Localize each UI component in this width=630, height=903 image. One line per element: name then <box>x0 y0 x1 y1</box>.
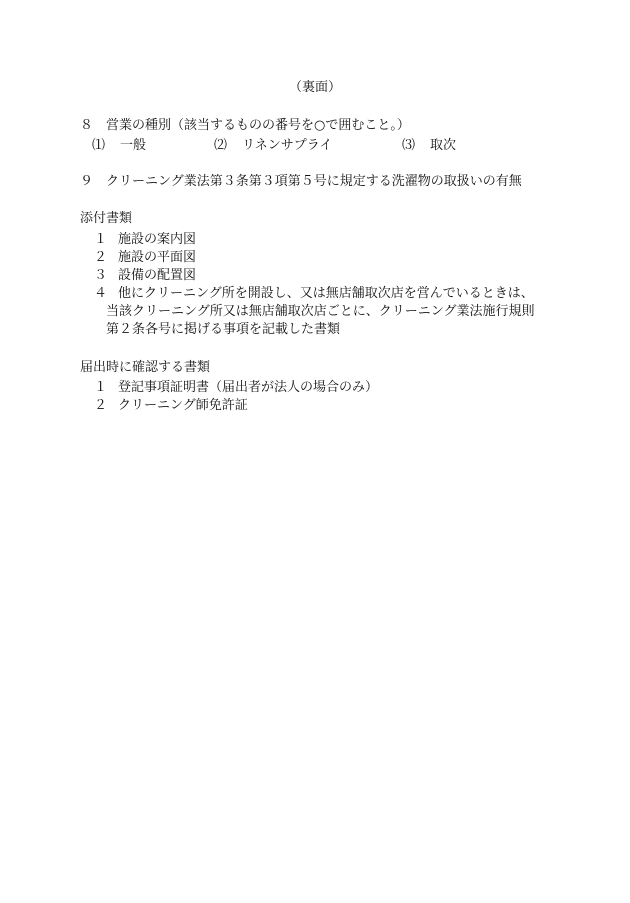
option-2-label: リネンサプライ <box>242 138 333 153</box>
attachments-heading: 添付書類 <box>80 211 133 226</box>
attachment-item-3 <box>94 268 196 284</box>
attachment-1-number: １ <box>94 232 108 247</box>
attachment-item-4 <box>94 286 534 302</box>
confirm-item-2 <box>94 398 248 414</box>
confirm-2-number: ２ <box>94 398 108 413</box>
item-8-label: 営業の種別（該当するものの番号を○で囲むこと。） <box>106 118 410 133</box>
attachment-3-number: ３ <box>94 268 108 283</box>
confirm-item-1 <box>94 380 378 396</box>
attachment-4-number: ４ <box>94 286 108 301</box>
attachment-2-text: 施設の平面図 <box>118 250 197 265</box>
attachment-item-1 <box>94 232 196 248</box>
item-8-option-2 <box>214 138 332 154</box>
confirm-1-text: 登記事項証明書（届出者が法人の場合のみ） <box>118 380 379 395</box>
item-8-option-1 <box>92 138 146 154</box>
option-3-number: ⑶ <box>402 138 416 153</box>
attachment-4-line-2: 当該クリーニング所又は無店舗取次店ごとに、クリーニング業法施行規則 <box>106 304 535 319</box>
item-8-option-3 <box>402 138 456 154</box>
attachment-1-text: 施設の案内図 <box>118 232 197 247</box>
item-8-number: ８ <box>80 118 94 133</box>
option-3-label: 取次 <box>430 138 457 153</box>
option-1-label: 一般 <box>120 138 147 153</box>
page-title: （裏面） <box>288 80 341 95</box>
item-9 <box>80 174 522 190</box>
attachment-4-line-3: 第２条各号に掲げる事項を記載した書類 <box>106 322 341 337</box>
item-8 <box>80 118 410 134</box>
confirm-1-number: １ <box>94 380 108 395</box>
item-9-label: クリーニング業法第３条第３項第５号に規定する洗濯物の取扱いの有無 <box>106 174 522 189</box>
confirm-2-text: クリーニング師免許証 <box>118 398 248 413</box>
attachment-item-2 <box>94 250 196 266</box>
attachment-4-line-1: 他にクリーニング所を開設し、又は無店舗取次店を営んでいるときは、 <box>118 286 534 301</box>
option-2-number: ⑵ <box>214 138 228 153</box>
item-9-number: ９ <box>80 174 94 189</box>
option-1-number: ⑴ <box>92 138 106 153</box>
attachment-3-text: 設備の配置図 <box>118 268 197 283</box>
confirm-heading: 届出時に確認する書類 <box>80 360 211 375</box>
attachment-2-number: ２ <box>94 250 108 265</box>
